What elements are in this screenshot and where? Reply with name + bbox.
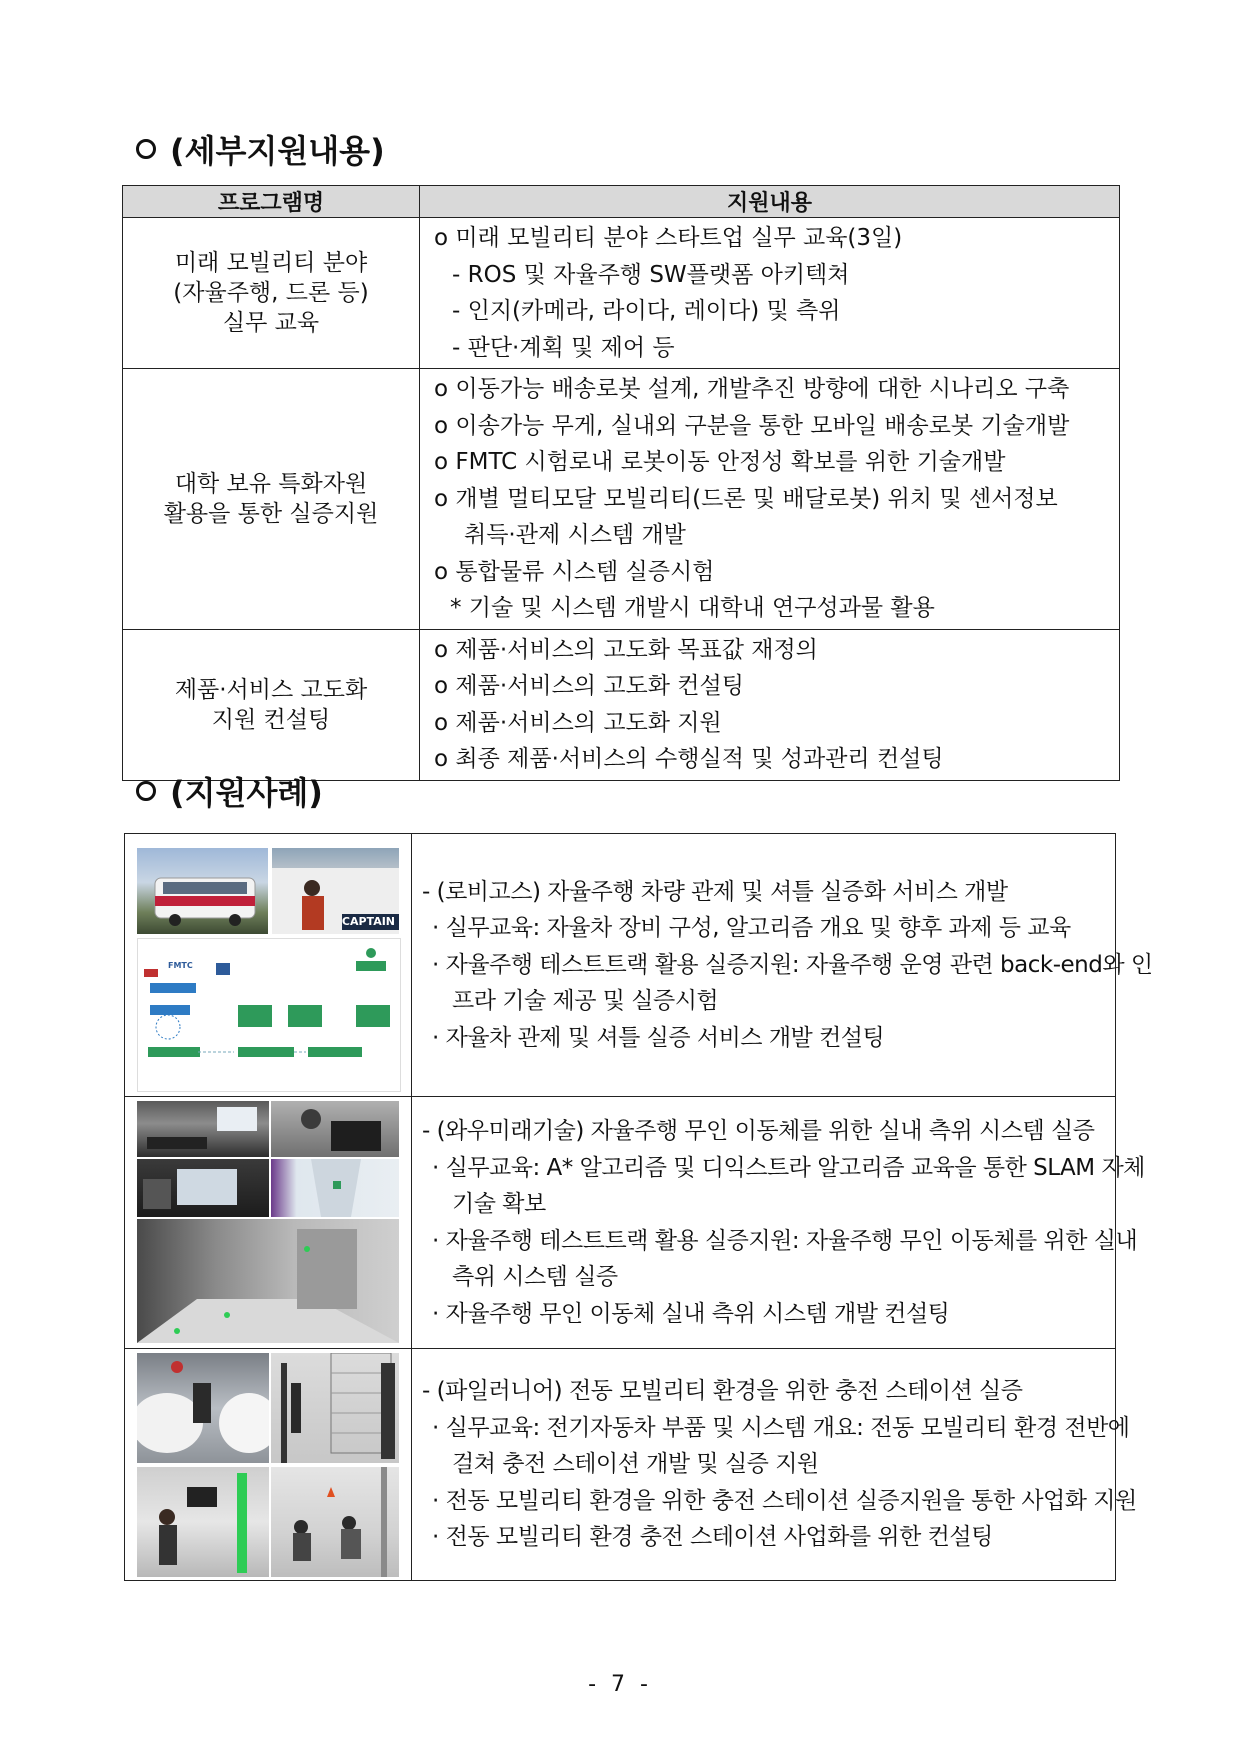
program-line: 실무 교육	[222, 310, 320, 336]
program-line: 활용을 통한 실증지원	[163, 500, 379, 527]
charging-car-photo	[137, 1353, 269, 1463]
bus-icon	[137, 848, 268, 934]
case-line: 측위 시스템 실증	[452, 1264, 618, 1290]
section-title-cases	[136, 768, 323, 814]
table-header-row	[123, 186, 1120, 218]
robot-photo	[271, 1101, 399, 1157]
monitor-photo	[137, 1159, 269, 1217]
case-line: 기술 확보	[452, 1191, 546, 1217]
content-cell	[420, 369, 1120, 630]
monitor-icon	[137, 1159, 269, 1217]
case-text-cell	[412, 1349, 1137, 1581]
bus-door-photo	[272, 848, 399, 934]
support-details-table	[122, 185, 1120, 781]
case-line: 프라 기술 제공 및 실증시험	[452, 988, 719, 1015]
table-row	[125, 1349, 1116, 1581]
case-line: · 실무교육: A* 알고리즘 및 디익스트라 알고리즘 교육을 통한 SLAM 자체	[432, 1154, 1145, 1181]
car-icon	[137, 1353, 269, 1463]
case-line: · 자율차 관제 및 셔틀 실증 서비스 개발 컨설팅	[432, 1024, 885, 1051]
content-line: - 판단·계획 및 제어 등	[452, 334, 675, 361]
bus-label: CAPTAIN	[341, 915, 395, 928]
case-line: 걸쳐 충전 스테이션 개발 및 실증 지원	[452, 1451, 819, 1478]
case-line: · 실무교육: 자율차 장비 구성, 알고리즘 개요 및 향후 과제 등 교육	[432, 915, 1071, 942]
screen-icon	[137, 1101, 269, 1157]
table-row	[123, 369, 1120, 630]
program-line: 미래 모빌리티 분야	[174, 250, 368, 276]
table-row	[125, 1097, 1116, 1349]
case-text-cell	[412, 1097, 1145, 1349]
content-line: o 개별 멀티모달 모빌리티(드론 및 배달로봇) 위치 및 센서정보	[434, 485, 1058, 512]
charger-icon	[271, 1353, 399, 1463]
content-line: o 이송가능 무게, 실내외 구분을 통한 모바일 배송로봇 기술개발	[434, 412, 1070, 439]
case-image-cell	[125, 1349, 412, 1581]
content-line: o FMTC 시험로내 로봇이동 안정성 확보를 위한 기술개발	[434, 449, 1006, 475]
case-line: - (로비고스) 자율주행 차량 관제 및 셔틀 실증화 서비스 개발	[422, 878, 1008, 905]
classroom-photo	[137, 1101, 269, 1157]
case-line: - (와우미래기술) 자율주행 무인 이동체를 위한 실내 측위 시스템 실증	[422, 1118, 1095, 1144]
content-line: o 최종 제품·서비스의 수행실적 및 성과관리 컨설팅	[434, 746, 944, 772]
robot-icon	[271, 1101, 399, 1157]
section-title-text: (세부지원내용)	[170, 132, 385, 170]
content-line: o 이동가능 배송로봇 설계, 개발추진 방향에 대한 시나리오 구축	[434, 376, 1070, 402]
corridor-floor-icon	[137, 1219, 399, 1343]
corridor-photo	[137, 1219, 399, 1343]
case-line: · 전동 모빌리티 환경 충전 스테이션 사업화를 위한 컨설팅	[432, 1524, 993, 1551]
table-row	[125, 834, 1116, 1097]
section-title-details	[136, 126, 385, 172]
program-line: 제품·서비스 고도화	[174, 676, 368, 703]
content-line: - ROS 및 자율주행 SW플랫폼 아키텍쳐	[452, 261, 850, 288]
page-number: - 7 -	[588, 1672, 652, 1697]
case-line: · 실무교육: 전기자동차 부품 및 시스템 개요: 전동 모빌리티 환경 전반에	[432, 1414, 1130, 1441]
program-cell	[123, 629, 420, 780]
program-line: 지원 컨설팅	[211, 706, 331, 733]
content-line: - 인지(카메라, 라이다, 레이다) 및 측위	[452, 298, 841, 324]
content-line: o 미래 모빌리티 분야 스타트업 실무 교육(3일)	[434, 225, 903, 251]
program-cell	[123, 218, 420, 369]
table-row	[123, 629, 1120, 780]
support-cases-table	[124, 833, 1153, 1581]
program-cell	[123, 369, 420, 630]
case-line: · 자율주행 테스트트랙 활용 실증지원: 자율주행 무인 이동체를 위한 실내	[432, 1227, 1138, 1254]
charging-station-photo	[271, 1353, 399, 1463]
header-support-content: 지원내용	[420, 186, 1120, 218]
content-line: * 기술 및 시스템 개발시 대학내 연구성과물 활용	[450, 595, 935, 621]
circle-bullet-icon	[136, 781, 156, 801]
content-cell	[420, 218, 1120, 369]
case-line: · 자율주행 무인 이동체 실내 측위 시스템 개발 컨설팅	[432, 1300, 950, 1327]
content-line: o 제품·서비스의 고도화 컨설팅	[434, 673, 744, 699]
lab-icon	[137, 1467, 269, 1577]
simulation-photo	[271, 1159, 399, 1217]
case-line: - (파일러니어) 전동 모빌리티 환경을 위한 충전 스테이션 실증	[422, 1378, 1023, 1405]
lab-photo	[137, 1467, 269, 1577]
case-line: · 전동 모빌리티 환경을 위한 충전 스테이션 실증지원을 통한 사업화 지원	[432, 1487, 1137, 1514]
corridor-icon	[271, 1159, 399, 1217]
people-icon	[271, 1467, 399, 1577]
system-diagram	[137, 938, 401, 1092]
table-row	[123, 218, 1120, 369]
case-image-cell	[125, 834, 412, 1097]
content-line: o 통합물류 시스템 실증시험	[434, 558, 715, 585]
case-line: · 자율주행 테스트트랙 활용 실증지원: 자율주행 운영 관련 back-end와 인	[432, 951, 1153, 978]
case-text-cell	[412, 834, 1153, 1097]
case-image-cell	[125, 1097, 412, 1349]
content-cell	[420, 629, 1120, 780]
fmtc-logo-text: FMTC	[168, 961, 193, 970]
test-site-photo	[271, 1467, 399, 1577]
content-line: o 제품·서비스의 고도화 지원	[434, 709, 722, 736]
section-title-text: (지원사례)	[170, 774, 323, 812]
bus-photo	[137, 848, 268, 934]
content-line: o 제품·서비스의 고도화 목표값 재정의	[434, 636, 818, 663]
program-line: (자율주행, 드론 등)	[173, 280, 369, 306]
content-line: 취득·관제 시스템 개발	[464, 522, 686, 548]
circle-bullet-icon	[136, 139, 156, 159]
program-line: 대학 보유 특화자원	[174, 470, 368, 497]
header-program-name: 프로그램명	[123, 186, 420, 218]
